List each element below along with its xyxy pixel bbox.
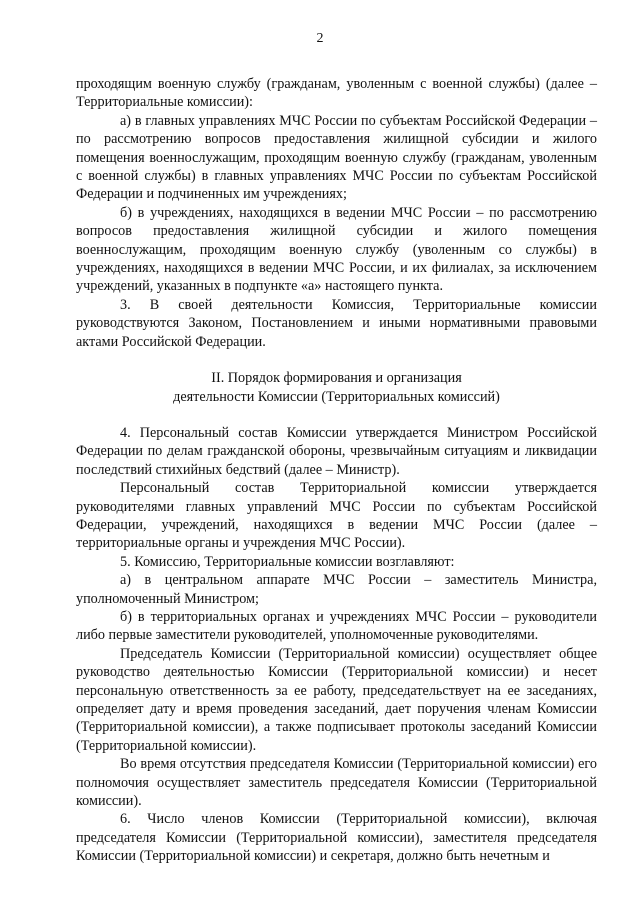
paragraph-personal-composition: Персональный состав Территориальной комиссии утверждается руководителями главных управлений МЧС России по субъектам Российской Федерации, учреждений, находящихся в ведении МЧС России (далее – территориальные органы и учреждения МЧС России). (76, 480, 597, 552)
section-heading-line-2: деятельности Комиссии (Территориальных комиссий) (173, 388, 500, 405)
section-heading (76, 369, 597, 406)
document-body (76, 75, 597, 866)
paragraph-chairman-absence: Во время отсутствия председателя Комиссии (Территориальной комиссии) его полномочия осуществляет заместитель председателя Комиссии (Территориальной комиссии). (76, 756, 597, 810)
paragraph-continuation: проходящим военную службу (гражданам, уволенным с военной службы) (далее – Территориальные комиссии): (76, 76, 597, 111)
paragraph-clause-3: 3. В своей деятельности Комиссия, Территориальные комиссии руководствуются Законом, Постановлением и иными нормативными правовыми актами Российской Федерации. (76, 296, 597, 350)
paragraph-item-b: б) в учреждениях, находящихся в ведении МЧС России – по рассмотрению вопросов предоставления жилищной субсидии и жилого помещения военнослужащим, проходящим военную службу (уволенным со службы) в учреждениях, находящихся в ведении МЧС России, и их филиалах, за исключением учреждений, указанных в подпункте «а» настоящего пункта. (76, 204, 597, 295)
page-number: 2 (316, 31, 324, 46)
paragraph-clause-6: 6. Число членов Комиссии (Территориальной комиссии), включая председателя Комиссии (Территориальной комиссии), заместителя председателя Комиссии (Территориальной комиссии) и секретаря, должно быть нечетным и (76, 811, 597, 865)
paragraph-item-a: а) в главных управлениях МЧС России по субъектам Российской Федерации – по рассмотрению вопросов предоставления жилищной субсидии и жилого помещения военнослужащим, проходящим военную службу (гражданам, уволенным с военной службы) в главных управлениях МЧС России по субъектам Российской Федерации и подчиненных им учреждениях; (76, 112, 597, 203)
paragraph-clause-4: 4. Персональный состав Комиссии утверждается Министром Российской Федерации по делам гражданской обороны, чрезвычайным ситуациям и ликвидации последствий стихийных бедствий (далее – Министр). (76, 424, 597, 478)
paragraph-chairman-duties: Председатель Комиссии (Территориальной комиссии) осуществляет общее руководство деятельностью Комиссии (Территориальной комиссии) и несет персональную ответственность за ее работу, председательствует на ее заседаниях, определяет дату и время проведения заседаний, дает поручения членам Комиссии (Территориальной комиссии), а также подписывает протоколы заседаний Комиссии (Территориальной комиссии). (76, 645, 597, 754)
paragraph-clause-5-item-a: а) в центральном аппарате МЧС России – заместитель Министра, уполномоченный Министром; (76, 572, 597, 607)
paragraph-clause-5: 5. Комиссию, Территориальные комиссии возглавляют: (120, 553, 455, 570)
section-heading-line-1: II. Порядок формирования и организация (211, 370, 462, 387)
paragraph-clause-5-item-b: б) в территориальных органах и учреждениях МЧС России – руководители либо первые заместители руководителей, уполномоченные руководителями. (76, 608, 597, 644)
